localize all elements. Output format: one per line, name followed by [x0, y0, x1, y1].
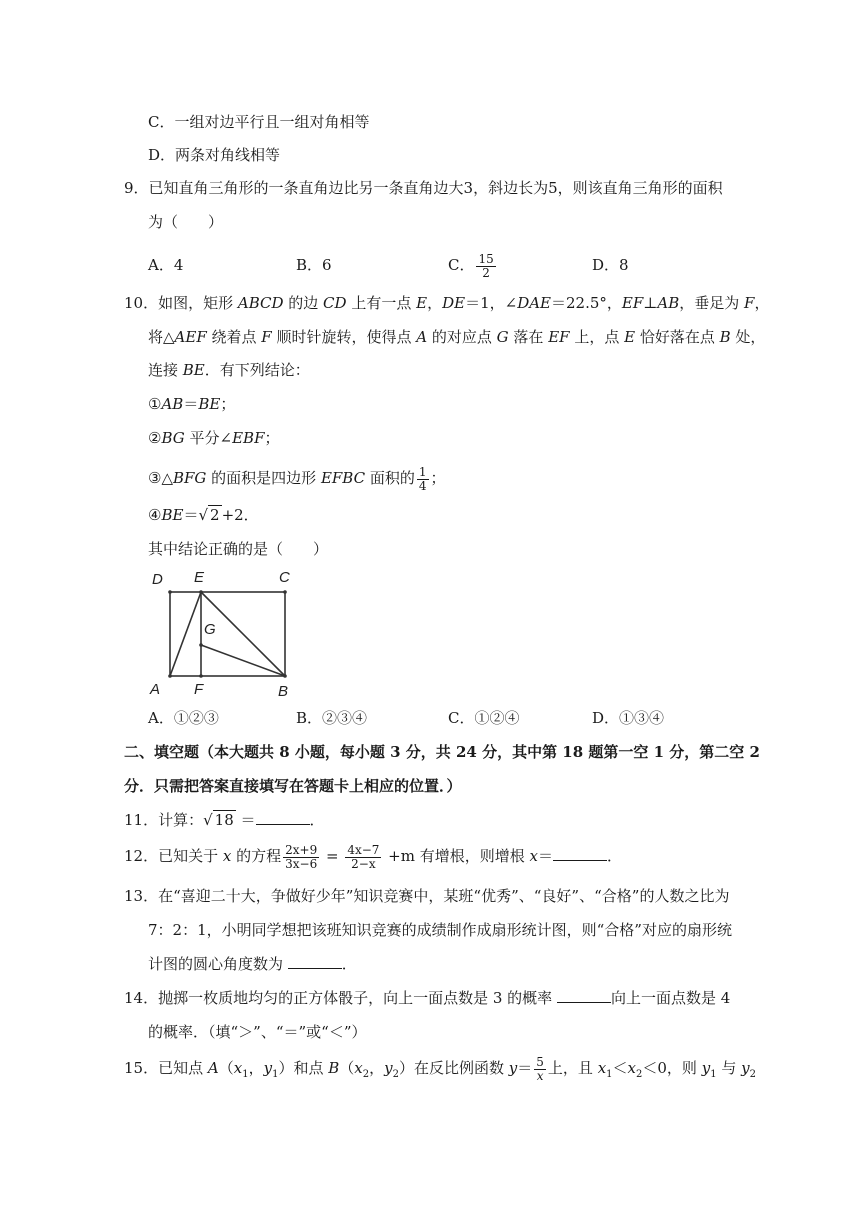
q9-option-c: C． $\frac{15}{2}$ [448, 251, 494, 280]
q10-conclusion-2: ②BG 平分∠EBF； [148, 429, 280, 447]
q9-option-b: B．6 [296, 256, 332, 274]
label-a: A [150, 681, 161, 698]
q10-question: 其中结论正确的是（ ） [148, 540, 329, 558]
q8-option-d: D．两条对角线相等 [148, 146, 281, 164]
q9-option-a: A．4 [148, 256, 184, 274]
q13-line3: 计图的圆心角度数为 ． [148, 955, 357, 973]
q11-answer-blank[interactable] [256, 810, 310, 825]
q14-answer-blank[interactable] [557, 988, 611, 1003]
segment-ae [170, 592, 201, 676]
label-b: B [278, 683, 289, 700]
label-c: C [279, 569, 290, 586]
q13-line1: 13．在“喜迎二十大，争做好少年”知识竞赛中，某班“优秀”、“良好”、“合格”的人数之比为 [124, 887, 730, 905]
q8-option-c: C．一组对边平行且一组对角相等 [148, 113, 370, 131]
section2-heading-line2: 分．只需把答案直接填写在答题卡上相应的位置．） [124, 777, 462, 795]
point-f [199, 674, 203, 678]
q14-line1: 14．抛掷一枚质地均匀的正方体骰子，向上一面点数是 3 的概率 向上一面点数是 4 [124, 989, 731, 1007]
q9-stem-line2: 为（ ） [148, 213, 224, 231]
q10-option-c: C．①②④ [448, 709, 520, 727]
q10-stem-line3: 连接 BE．有下列结论： [148, 361, 310, 379]
point-c [283, 590, 287, 594]
q11: 11．计算：√ 18 ＝ ． [124, 811, 325, 829]
point-b [283, 674, 287, 678]
rectangle-abcd [170, 592, 285, 676]
q10-rectangle-figure [148, 566, 308, 702]
q10-conclusion-4: ④BE＝√ 2 +2． [148, 506, 259, 524]
point-a [168, 674, 172, 678]
q15-line1: 15．已知点 $A(x_1$，$y_1$）和点 $B(x_2$，$y_2$）在反比例函数 y＝ $\frac{5}{x}$ 上，且 $x_1<x_2<0$，则 $y_1$ 与 $y_2$ [124, 1054, 756, 1083]
q9-stem-line1: 9．已知直角三角形的一条直角边比另一条直角边大3，斜边长为5，则该直角三角形的面积 [124, 179, 723, 197]
q10-option-b: B．②③④ [296, 709, 368, 727]
point-e [199, 590, 203, 594]
q12-answer-blank[interactable] [553, 846, 607, 861]
q14-line2: 的概率．（填“＞”、“＝”或“＜”） [148, 1023, 367, 1041]
label-d: D [152, 571, 163, 588]
q10-stem-line2: 将△AEF 绕着点 F 顺时针旋转，使得点 A 的对应点 G 落在 EF 上，点 E 恰好落在点 B 处， [148, 328, 766, 346]
point-d [168, 590, 172, 594]
q10-stem-line1: 10．如图，矩形 ABCD 的边 CD 上有一点 E，DE＝1，∠DAE＝22.5°，EF⊥AB，垂足为 F， [124, 294, 770, 312]
q13-answer-blank[interactable] [288, 954, 342, 969]
point-g [199, 643, 203, 647]
q10-conclusion-3: ③△BFG 的面积是四边形 EFBC 面积的 $\frac{1}{4}$ ； [148, 464, 446, 493]
label-g: G [204, 621, 216, 638]
segment-gb [201, 645, 285, 676]
label-f: F [194, 681, 204, 698]
q9-option-d: D．8 [592, 256, 629, 274]
q10-option-a: A．①②③ [148, 709, 219, 727]
q13-line2: 7：2：1，小明同学想把该班知识竞赛的成绩制作成扇形统计图，则“合格”对应的扇形统 [148, 921, 732, 939]
q10-conclusion-1: ①AB＝BE； [148, 395, 236, 413]
label-e: E [194, 569, 205, 586]
q12: 12．已知关于 x 的方程 $\frac{2x+9}{3x-6}$ = $\frac{4x-7}{2-x}$ +m 有增根，则增根 x＝ ． [124, 842, 623, 871]
section2-heading-line1: 二、填空题（本大题共 8 小题，每小题 3 分，共 24 分，其中第 18 题第一空 1 分，第二空 2 [124, 743, 760, 761]
q10-option-d: D．①③④ [592, 709, 665, 727]
